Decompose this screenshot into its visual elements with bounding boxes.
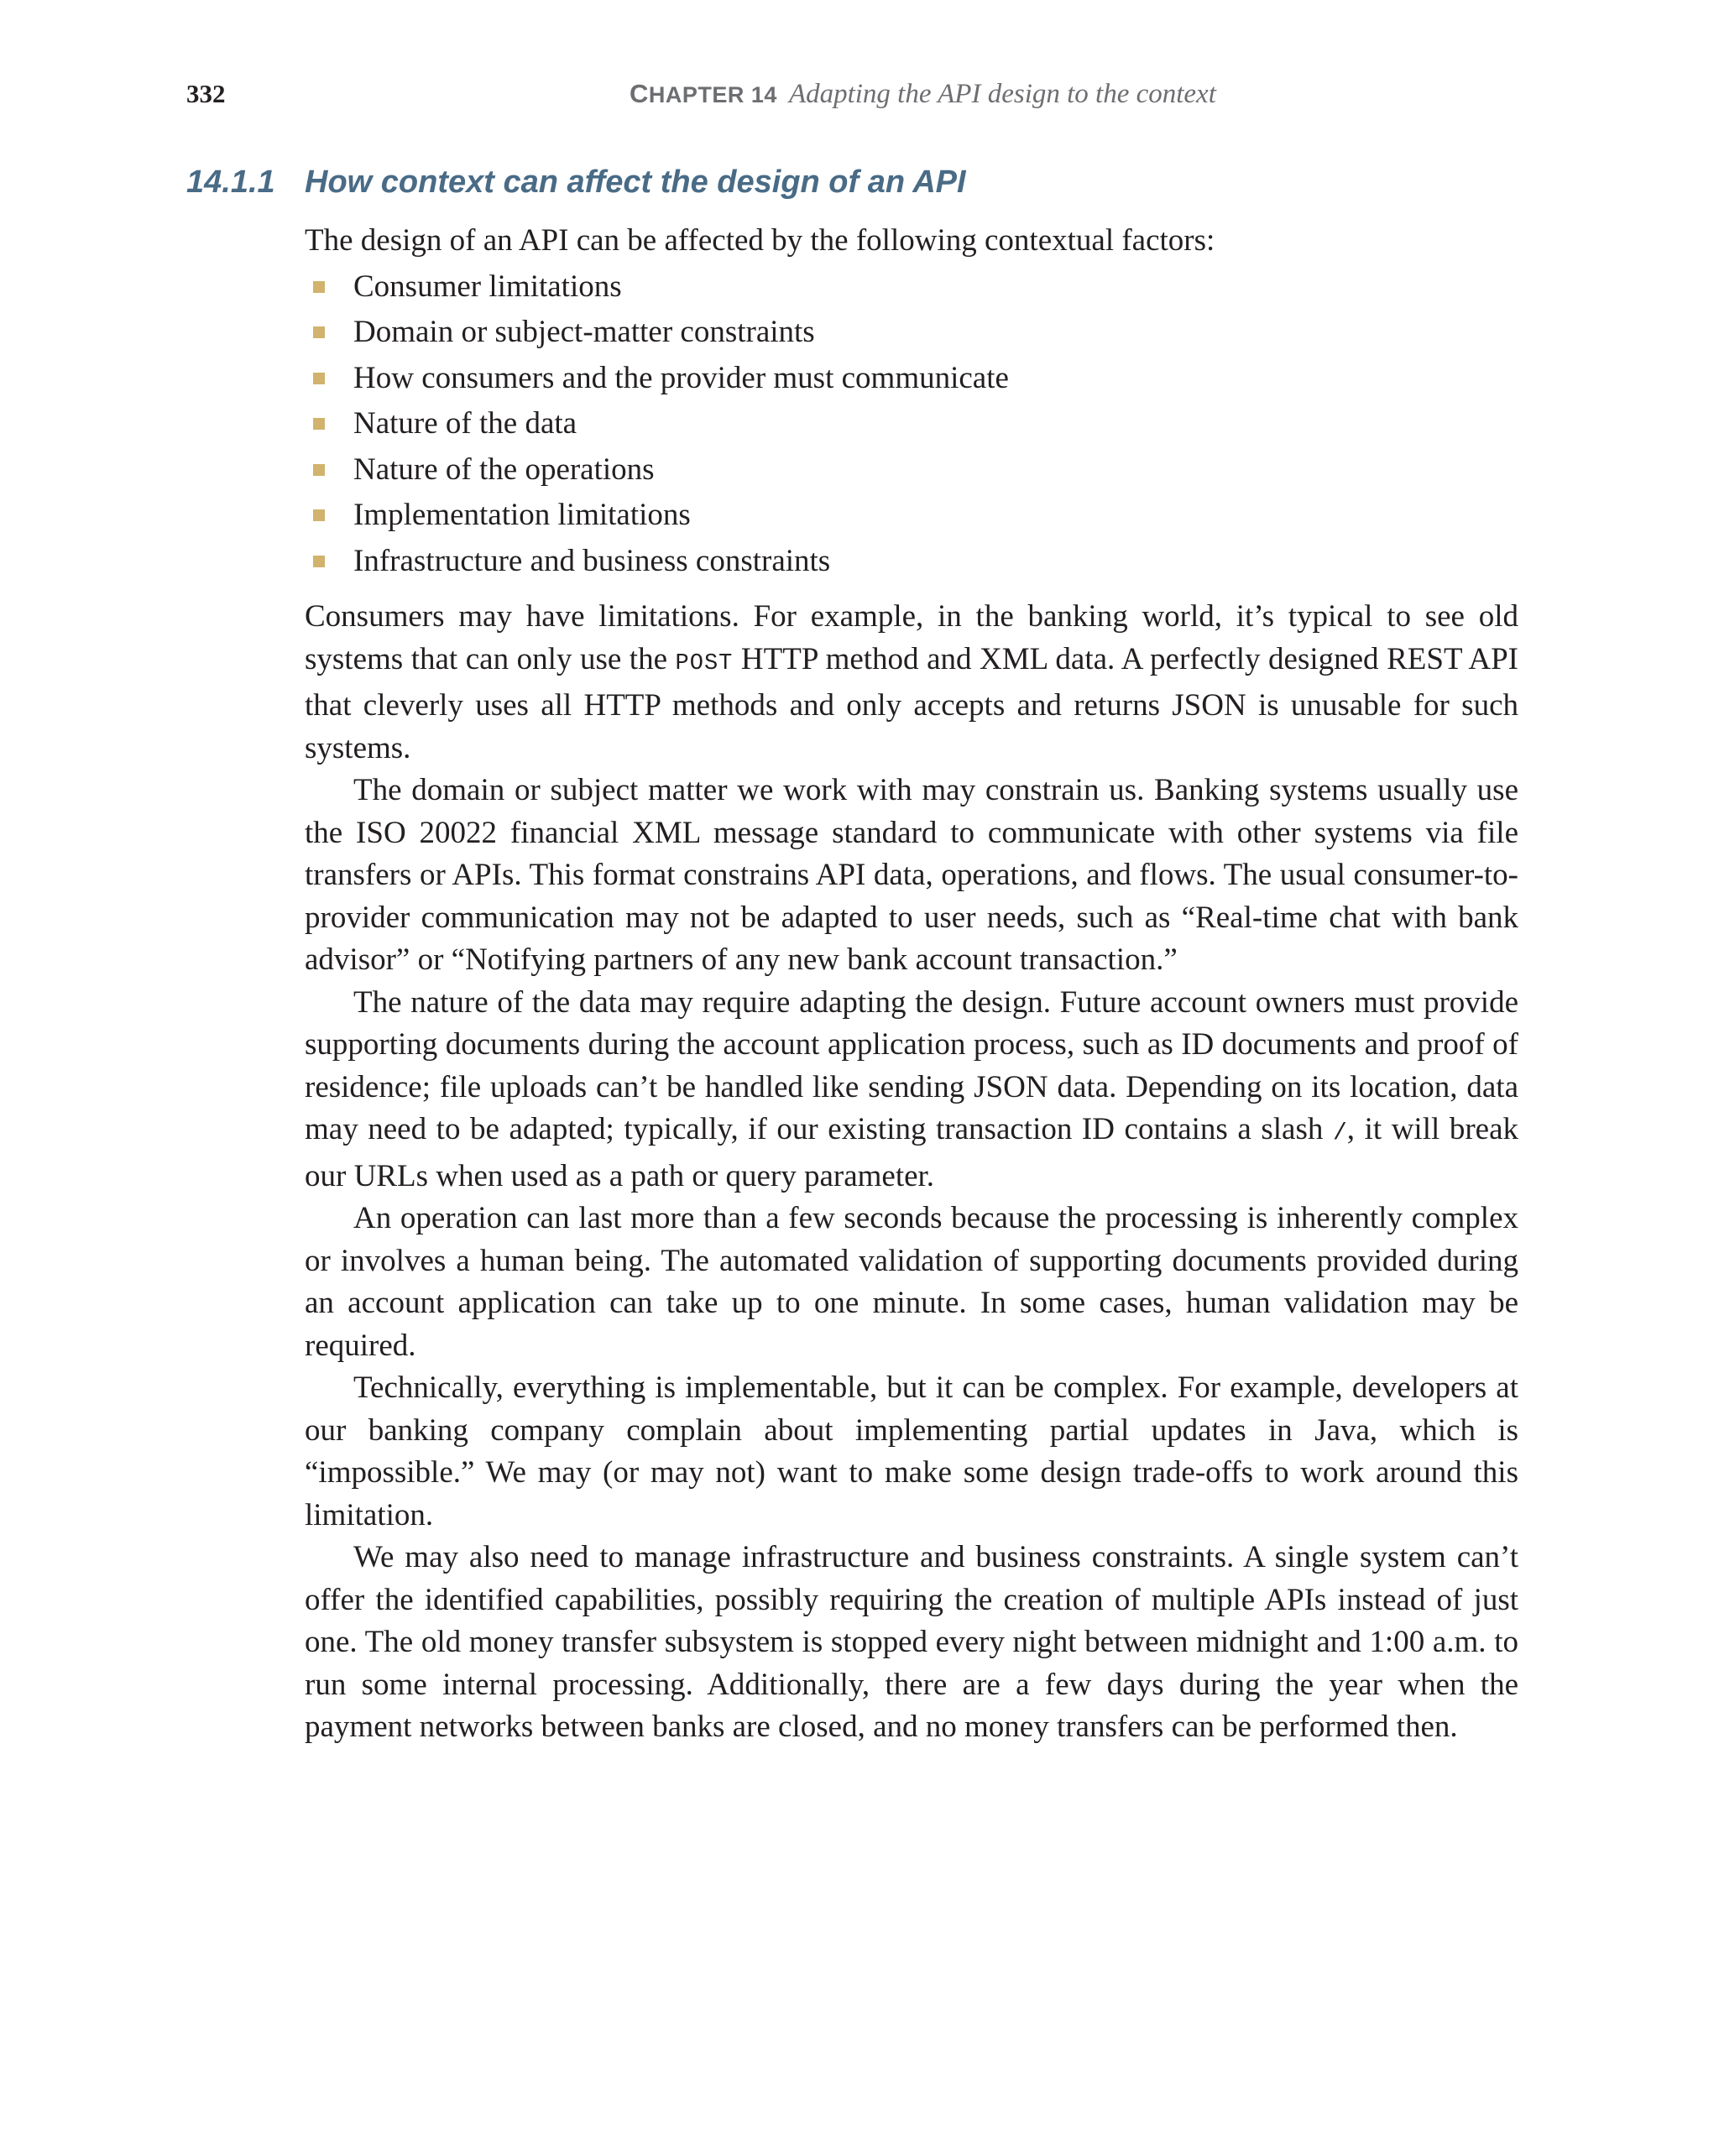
inline-code: POST — [675, 650, 734, 676]
page-header — [186, 79, 1521, 119]
factors-list — [305, 266, 1518, 583]
square-bullet-icon — [313, 326, 325, 338]
chapter-title: Adapting the API design to the context — [788, 79, 1216, 109]
paragraph-text: The nature of the data may require adapting the design. Future account owners must provide supporting documents during the account application process, such as ID documents and proof of residence; file uploads can’t be handled like sending JSON data. Depending on its location, data may need to be adapted; typically, if our existing transaction ID contains a slash — [305, 984, 1518, 1146]
list-item — [353, 311, 1518, 354]
square-bullet-icon — [313, 373, 325, 384]
list-item — [353, 449, 1518, 492]
chapter-label-rest: HAPTER 14 — [648, 82, 777, 107]
paragraph-domain-constraints: The domain or subject matter we work with may constrain us. Banking systems usually use the ISO 20022 financial XML message standard to communicate with other systems via file transfers or APIs. This format constrains API data, operations, and flows. The usual consumer-to-provider communication may not be adapted to user needs, such as “Real-time chat with bank advisor” or “Notifying partners of any new bank account transaction.” — [305, 773, 1518, 977]
list-item-text: Nature of the data — [353, 406, 577, 441]
list-item-text: Infrastructure and business constraints — [353, 543, 831, 578]
paragraph-implementation-limitations: Technically, everything is implementable, but it can be complex. For example, developers at our banking company complain about implementing partial updates in Java, which is “impossible.” We may (or may not) want to make some design trade-offs to work around this limitation. — [305, 1370, 1518, 1532]
paragraph-nature-of-data — [305, 982, 1518, 1198]
list-item-text: Implementation limitations — [353, 498, 691, 532]
body-content — [305, 220, 1518, 1749]
inline-code: / — [1332, 1120, 1347, 1146]
list-item — [353, 540, 1518, 583]
paragraph-text: , it will break our URLs when used as a path or query parameter. — [305, 1112, 1518, 1193]
list-item-text: Domain or subject-matter constraints — [353, 315, 815, 349]
paragraph-consumer-limitations — [305, 596, 1518, 770]
paragraph-nature-of-operations: An operation can last more than a few seconds because the processing is inherently complex or involves a human being. The automated validation of supporting documents provided during an account application can take up to one minute. In some cases, human validation may be required. — [305, 1201, 1518, 1363]
intro-paragraph: The design of an API can be affected by the following contextual factors: — [305, 223, 1215, 258]
paragraph-infrastructure-constraints: We may also need to manage infrastructure and business constraints. A single system can’t offer the identified capabilities, possibly requiring the creation of multiple APIs instead of just one. The old money transfer subsystem is stopped every night between midnight and 1:00 a.m. to run some internal processing. Additionally, there are a few days during the year when the payment networks between banks are closed, and no money transfers can be performed then. — [305, 1540, 1518, 1744]
running-head — [630, 79, 1216, 110]
chapter-label — [630, 79, 777, 108]
list-item-text: Nature of the operations — [353, 452, 655, 487]
list-item — [353, 358, 1518, 400]
chapter-label-initial: C — [630, 79, 649, 108]
section-number: 14.1.1 — [186, 164, 275, 200]
paragraph-text: Consumers may have limitations. For example, in the banking world, it’s typical to see old systems that can only use the — [305, 599, 1518, 676]
list-item — [353, 403, 1518, 446]
square-bullet-icon — [313, 464, 325, 476]
square-bullet-icon — [313, 556, 325, 567]
square-bullet-icon — [313, 418, 325, 430]
square-bullet-icon — [313, 281, 325, 293]
paragraph-text: HTTP method and XML data. A perfectly designed REST API that cleverly uses all HTTP methods and only accepts and returns JSON is unusable for such systems. — [305, 641, 1518, 765]
list-item — [353, 266, 1518, 309]
section-title: How context can affect the design of an API — [305, 164, 966, 200]
list-item — [353, 494, 1518, 537]
list-item-text: How consumers and the provider must communicate — [353, 360, 1009, 395]
list-item-text: Consumer limitations — [353, 269, 622, 304]
square-bullet-icon — [313, 509, 325, 521]
page-number: 332 — [186, 79, 226, 108]
section-heading — [186, 164, 966, 201]
